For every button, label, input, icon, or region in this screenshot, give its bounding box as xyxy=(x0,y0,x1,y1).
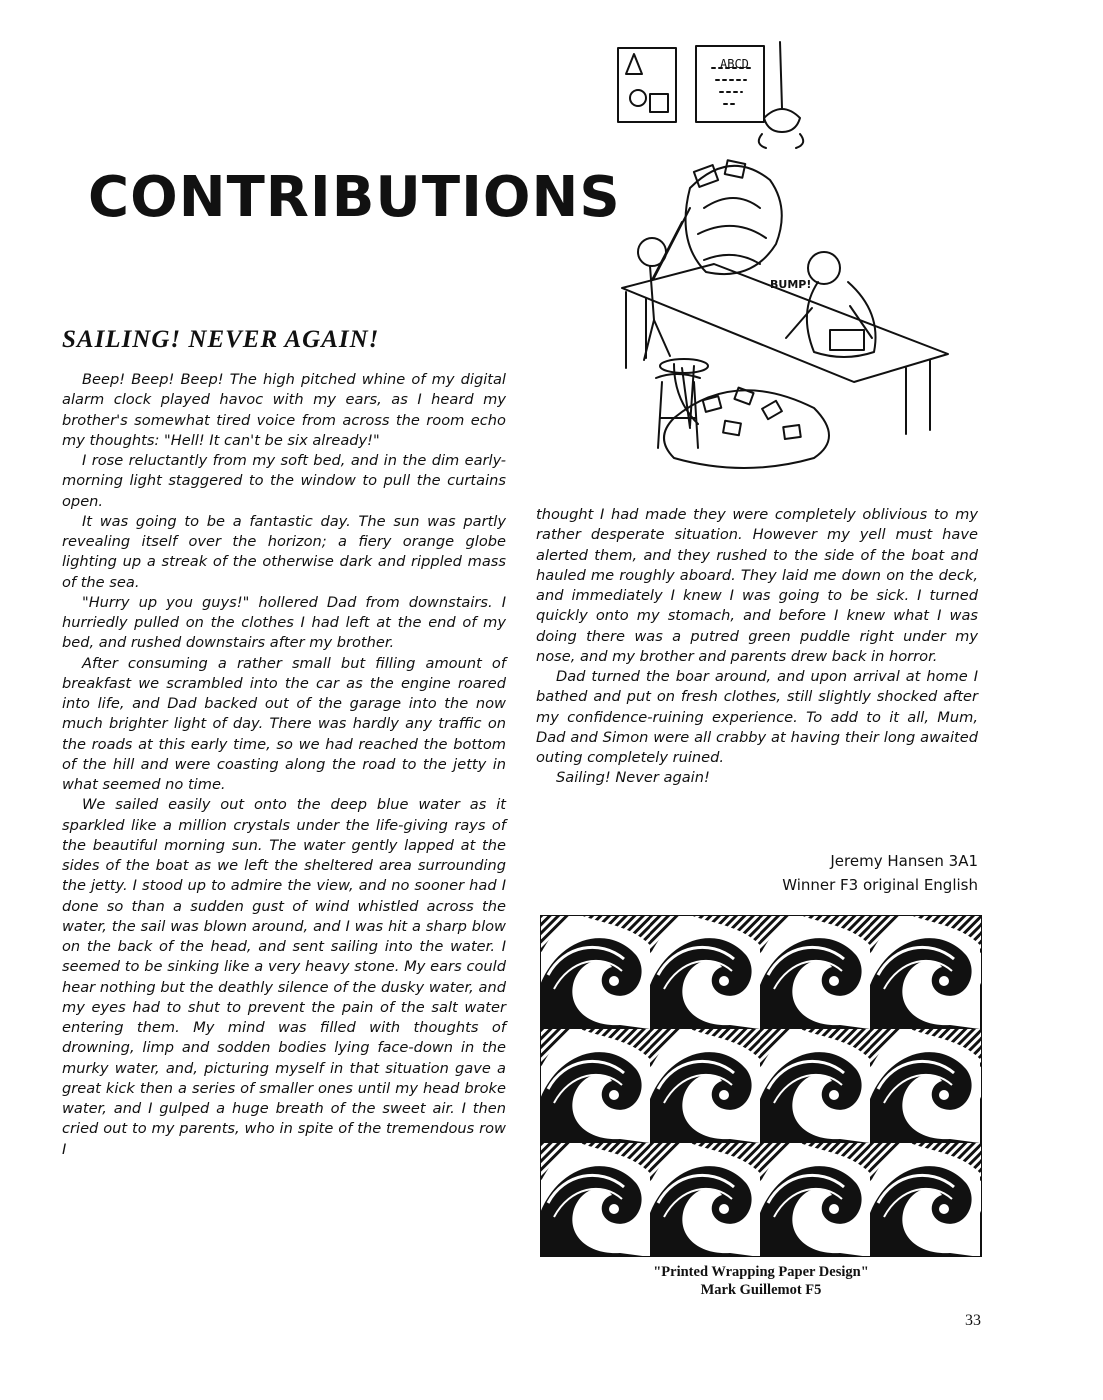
shapes-poster xyxy=(618,48,676,122)
article-body-left-column xyxy=(62,370,506,1160)
article-paragraph: Sailing! Never again! xyxy=(556,769,710,787)
article-paragraph: I rose reluctantly from my soft bed, and in the dim early-morning light staggered to the window to pull the curtains open. xyxy=(62,452,506,510)
cartoon-illustration xyxy=(586,38,960,470)
article-paragraph: After consuming a rather small but filling amount of breakfast we scrambled into the car as the engine roared into life, and Dad backed out of the garage into the now much brighter light of day. There was hardly any traffic on the roads at this early time, so we had reached the bottom of the hill and were coasting along the road to the jetty in what seemed no time. xyxy=(62,654,506,793)
article-paragraph: It was going to be a fantastic day. The sun was partly revealing itself over the horizon; a fiery orange globe lighting up a streak of the otherwise dark and rippled mass of the sea. xyxy=(62,512,506,591)
artwork-caption-title: "Printed Wrapping Paper Design" xyxy=(653,1264,869,1280)
article-paragraph: Dad turned the boar around, and upon arrival at home I bathed and put on fresh clothes, still slightly shocked after my confidence-ruining experience. To add to it all, Mum, Dad and Simon were all crabby at having their long awaited outing completely ruined. xyxy=(536,668,978,766)
child-figure-right xyxy=(786,252,876,357)
award-line: Winner F3 original English xyxy=(782,876,978,894)
artwork-caption-author: Mark Guillemot F5 xyxy=(700,1282,822,1298)
falling-boxes xyxy=(686,160,782,274)
article-body-right-column xyxy=(536,505,978,789)
article-paragraph: "Hurry up you guys!" hollered Dad from downstairs. I hurriedly pulled on the clothes I had left at the end of my bed, and rushed downstairs after my brother. xyxy=(62,593,506,652)
wrapping-paper-artwork xyxy=(540,915,982,1257)
sound-effect-label: BUMP! xyxy=(770,278,812,291)
eye-chart-letters: ABCD xyxy=(720,57,749,71)
page-heading: CONTRIBUTIONS xyxy=(88,165,621,230)
article-paragraph: Beep! Beep! Beep! The high pitched whine of my digital alarm clock played havoc with my ears, as I heard my brother's somewhat tired voice from across the room echo my thoughts: "Hell! It can't be six already!" xyxy=(62,371,506,449)
article-title: SAILING! NEVER AGAIN! xyxy=(62,326,380,353)
card-pile xyxy=(664,388,829,468)
article-paragraph: thought I had made they were completely oblivious to my rather desperate situation. However my yell must have alerted them, and they rushed to the side of the boat and hauled me roughly aboard. They laid me down on the deck, and immediately I knew I was going to be sick. I turned quickly onto my stomach, and before I knew what I was doing there was a putred green puddle right under my nose, and my brother and parents drew back in horror. xyxy=(536,506,978,665)
page-number: 33 xyxy=(965,1312,981,1329)
article-paragraph: We sailed easily out onto the deep blue water as it sparkled like a million crystals under the life-giving rays of the beautiful morning sun. The water gently lapped at the sides of the boat as we left the sheltered area surrounding the jetty. I stood up to admire the view, and no sooner had I done so than a sudden gust of wind whistled across the water, the sail was blown around, and I was hit a sharp blow on the back of the head, and sent sailing into the water. I seemed to be sinking like a very heavy stone. My ears could hear nothing but the deathly silence of the dusky water, and my eyes had to shut to prevent the pain of the salt water entering them. My mind was filled with thoughts of drowning, limp and sodden bodies lying face-down in the murky water, and, picturing myself in that situation gave a great kick then a series of smaller ones until my head broke water, and I gulped a huge breath of the sweet air. I then cried out to my parents, who in spite of the tremendous row I xyxy=(62,796,506,1158)
author-byline: Jeremy Hansen 3A1 xyxy=(830,852,978,870)
